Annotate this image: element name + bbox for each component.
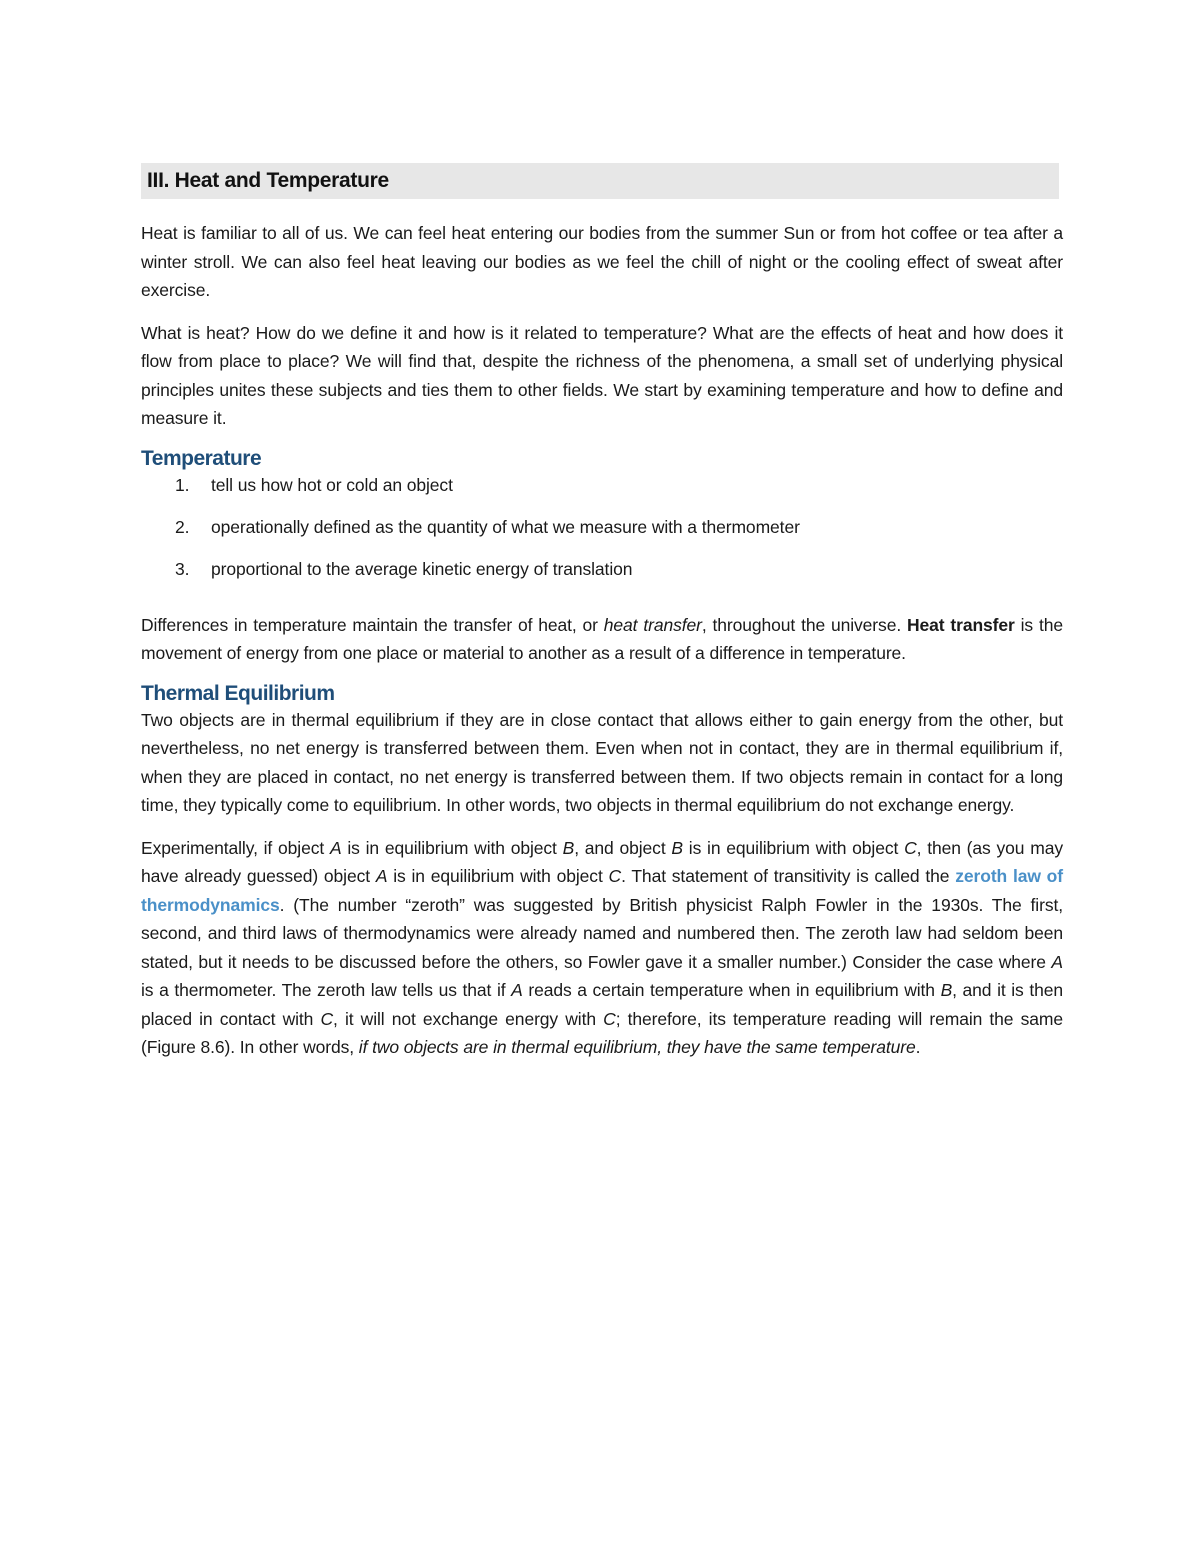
equilibrium-paragraph-2	[141, 834, 1063, 1062]
text-run: , throughout the universe.	[701, 614, 907, 635]
section-title: III. Heat and Temperature	[147, 169, 389, 192]
text-run: is a thermometer. The zeroth law tells us that if	[141, 980, 512, 1000]
object-label: C	[320, 1008, 334, 1029]
object-label: B	[671, 837, 683, 858]
text-run: Differences in temperature maintain the transfer of heat, or	[141, 614, 604, 635]
list-item-number: 2.	[175, 516, 190, 537]
list-item	[141, 513, 1063, 555]
text-run: , it will not exchange energy with	[333, 1008, 604, 1029]
object-label: A	[1051, 951, 1063, 972]
text-run: Experimentally, if object	[141, 837, 330, 858]
intro-paragraph-1: Heat is familiar to all of us. We can feel heat entering our bodies from the summer Sun or from hot coffee or tea after a winter stroll. We can also feel heat leaving our bodies as we feel the chill of night or the cooling effect of sweat after exercise.	[141, 223, 1063, 300]
text-run: . (The number “zeroth” was suggested by British physicist Ralph Fowler in the 1930s. The first, second, and third laws of thermodynamics were already named and numbered then. The zeroth law had seldom been stated, but it needs to be discussed before the others, so Fowler gave it a smaller number.) Consider the case where	[141, 894, 1063, 972]
object-label: C	[603, 1008, 616, 1029]
thermal-equilibrium-heading: Thermal Equilibrium	[141, 681, 335, 705]
object-label: A	[375, 866, 388, 886]
text-run: .	[915, 1037, 921, 1057]
list-item-number: 1.	[175, 474, 190, 495]
object-label: A	[511, 980, 523, 1000]
text-run: is in equilibrium with object	[682, 837, 905, 858]
list-item	[141, 555, 1063, 597]
text-run: , then (as you may have already guessed) object	[141, 837, 1063, 886]
intro-paragraph-2: What is heat? How do we define it and how is it related to temperature? What are the effects of heat and how does it flow from place to place? We will find that, despite the richness of the phenomena, a small set of underlying physical principles unites these subjects and ties them to other fields. We start by examining temperature and how to define and measure it.	[141, 322, 1063, 428]
object-label: C	[608, 866, 622, 886]
list-item	[141, 471, 1063, 513]
object-label: A	[329, 837, 342, 858]
document-page	[141, 163, 1063, 1076]
text-run: is the movement of energy from one place or material to another as a result of a difference in temperature.	[141, 614, 1063, 663]
temperature-list	[141, 471, 1063, 597]
object-label: C	[904, 837, 917, 858]
text-run: is in equilibrium with object	[387, 866, 609, 886]
text-run: , and object	[574, 837, 672, 858]
bold-heat-transfer: Heat transfer	[906, 614, 1015, 635]
text-run: is in equilibrium with object	[341, 837, 563, 858]
zeroth-law-link[interactable]: zeroth law of thermodynamics	[141, 866, 1063, 915]
text-run: . That statement of transitivity is called the	[621, 866, 956, 886]
section-title-bar	[141, 163, 1059, 199]
text-run: , and it is then placed in contact with	[141, 980, 1064, 1029]
object-label: B	[940, 980, 953, 1000]
text-run: ; therefore, its temperature reading will remain the same (Figure 8.6). In other words,	[141, 1008, 1063, 1057]
text-run: reads a certain temperature when in equilibrium with	[522, 980, 941, 1000]
list-item-text: operationally defined as the quantity of what we measure with a thermometer	[211, 516, 800, 537]
emphasis-conclusion: if two objects are in thermal equilibrium, they have the same temperature	[358, 1037, 916, 1057]
list-item-text: proportional to the average kinetic energy of translation	[211, 558, 633, 579]
equilibrium-paragraph-1: Two objects are in thermal equilibrium if they are in close contact that allows either to gain energy from the other, but nevertheless, no net energy is transferred between them. Even when not in contact, they are in thermal equilibrium if, when they are placed in contact, no net energy is transferred between them. If two objects remain in contact for a long time, they typically come to equilibrium. In other words, two objects in thermal equilibrium do not exchange energy.	[141, 709, 1063, 815]
list-item-text: tell us how hot or cold an object	[211, 474, 453, 495]
emphasis-heat-transfer: heat transfer	[603, 614, 702, 635]
object-label: B	[562, 837, 575, 858]
temperature-heading: Temperature	[141, 446, 262, 470]
list-item-number: 3.	[175, 558, 190, 579]
heat-transfer-paragraph	[141, 611, 1063, 668]
